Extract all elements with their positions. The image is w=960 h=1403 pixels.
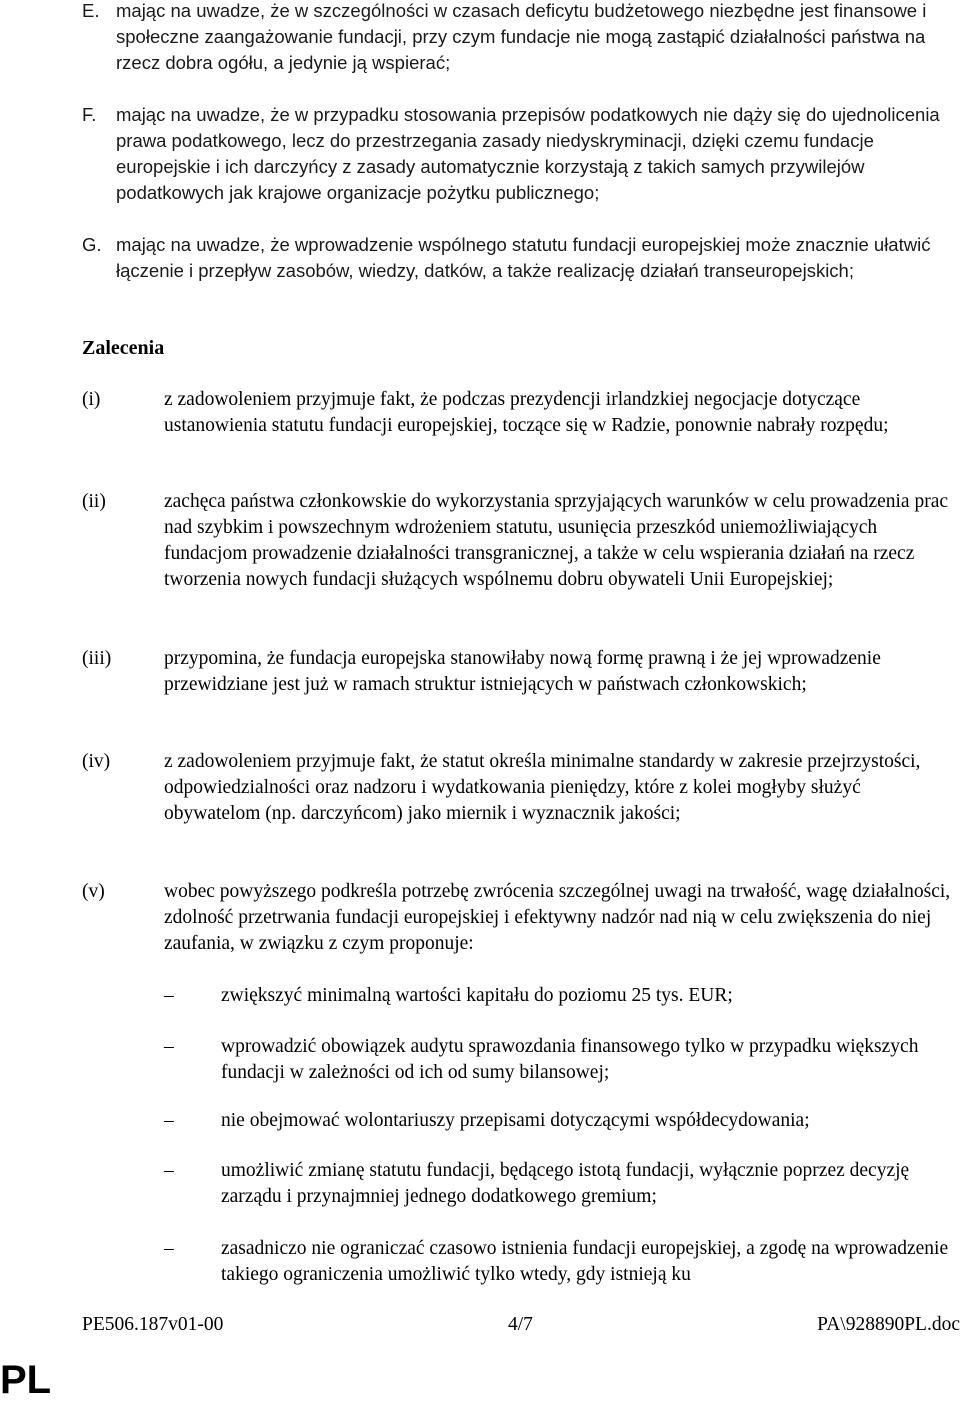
recital-text: mając na uwadze, że wprowadzenie wspólnego statutu fundacji europejskiej może znacznie ułatwić łączenie i przepływ zasobów, wiedzy, datków, a także realizację działań transeuropejskich; [116, 234, 931, 281]
proposal-text: wprowadzić obowiązek audytu sprawozdania finansowego tylko w przypadku większych fundacji w zależności od ich od sumy bilansowej; [221, 1036, 919, 1083]
recital-e [82, 0, 952, 76]
recommendation-text: wobec powyższego podkreśla potrzebę zwrócenia szczególnej uwagi na trwałość, wagę działalności, zdolność przetrwania fundacji europejskiej i efektywny nadzór nad nią w celu zwiększenia do niej zaufania, w związku z czym proponuje: [164, 881, 951, 954]
proposal-item [164, 1236, 954, 1288]
proposal-item [164, 1158, 954, 1210]
recommendation-i [82, 387, 952, 439]
dash-bullet: – [164, 1110, 174, 1131]
language-code: PL [0, 1358, 52, 1402]
recommendation-iv [82, 749, 952, 827]
proposal-item [164, 1108, 954, 1134]
proposal-item [164, 983, 954, 1009]
dash-bullet: – [164, 1160, 174, 1181]
recital-letter: E. [82, 0, 100, 21]
recommendation-ii [82, 489, 952, 593]
recommendation-number: (iv) [82, 751, 111, 772]
proposal-text: nie obejmować wolontariuszy przepisami dotyczącymi współdecydowania; [221, 1110, 810, 1131]
recital-text: mając na uwadze, że w szczególności w czasach deficytu budżetowego niezbędne jest finansowe i społeczne zaangażowanie fundacji, przy czym fundacje nie mogą zastąpić działalności państwa na rzecz dobra ogółu, a jedynie ją wspierać; [116, 0, 927, 73]
recommendation-number: (iii) [82, 648, 112, 669]
document-reference: PE506.187v01-00 [82, 1314, 224, 1335]
section-heading: Zalecenia [82, 337, 165, 359]
recommendation-number: (i) [82, 389, 101, 410]
recommendation-text: z zadowoleniem przyjmuje fakt, że statut określa minimalne standardy w zakresie przejrzystości, odpowiedzialności oraz nadzoru i wydatkowania pieniędzy, które z kolei mogłyby służyć obywatelom (np. darczyńcom) jako miernik i wyznacznik jakości; [164, 751, 921, 824]
recommendation-iii [82, 646, 952, 698]
recital-text: mając na uwadze, że w przypadku stosowania przepisów podatkowych nie dąży się do ujednolicenia prawa podatkowego, lecz do przestrzegania zasady niedyskryminacji, dzięki czemu fundacje europejskie i ich darczyńcy z zasady automatycznie korzystają z takich samych przywilejów podatkowych jak krajowe organizacje pożytku publicznego; [116, 104, 940, 203]
recommendation-number: (v) [82, 881, 105, 902]
recommendation-text: z zadowoleniem przyjmuje fakt, że podczas prezydencji irlandzkiej negocjacje dotyczące ustanowienia statutu fundacji europejskiej, toczące się w Radzie, ponownie nabrały rozpędu; [164, 389, 889, 436]
recital-f [82, 102, 952, 206]
proposal-text: zasadniczo nie ograniczać czasowo istnienia fundacji europejskiej, a zgodę na wprowadzenie takiego ograniczenia umożliwić tylko wtedy, gdy istnieją ku [221, 1238, 949, 1285]
recital-letter: G. [82, 234, 102, 255]
dash-bullet: – [164, 985, 174, 1006]
recommendation-text: zachęca państwa członkowskie do wykorzystania sprzyjających warunków w celu prowadzenia prac nad szybkim i powszechnym wdrożeniem statutu, usunięcia przeszkód uniemożliwiających fundacjom prowadzenie działalności transgranicznej, a także w celu wspierania działań na rzecz tworzenia nowych fundacji służących wspólnemu dobru obywateli Unii Europejskiej; [164, 491, 948, 590]
dash-bullet: – [164, 1036, 174, 1057]
recital-letter: F. [82, 104, 97, 125]
file-name: PA\928890PL.doc [817, 1314, 960, 1335]
recital-g [82, 232, 952, 284]
proposal-text: zwiększyć minimalną wartości kapitału do poziomu 25 tys. EUR; [221, 985, 733, 1006]
recommendation-v [82, 879, 952, 957]
proposal-item [164, 1034, 954, 1086]
recommendation-text: przypomina, że fundacja europejska stanowiłaby nową formę prawną i że jej wprowadzenie przewidziane jest już w ramach struktur istniejących w państwach członkowskich; [164, 648, 881, 695]
page-number: 4/7 [508, 1314, 533, 1335]
dash-bullet: – [164, 1238, 174, 1259]
recommendation-number: (ii) [82, 491, 106, 512]
proposal-text: umożliwić zmianę statutu fundacji, będącego istotą fundacji, wyłącznie poprzez decyzję zarządu i przynajmniej jednego dodatkowego gremium; [221, 1160, 910, 1207]
